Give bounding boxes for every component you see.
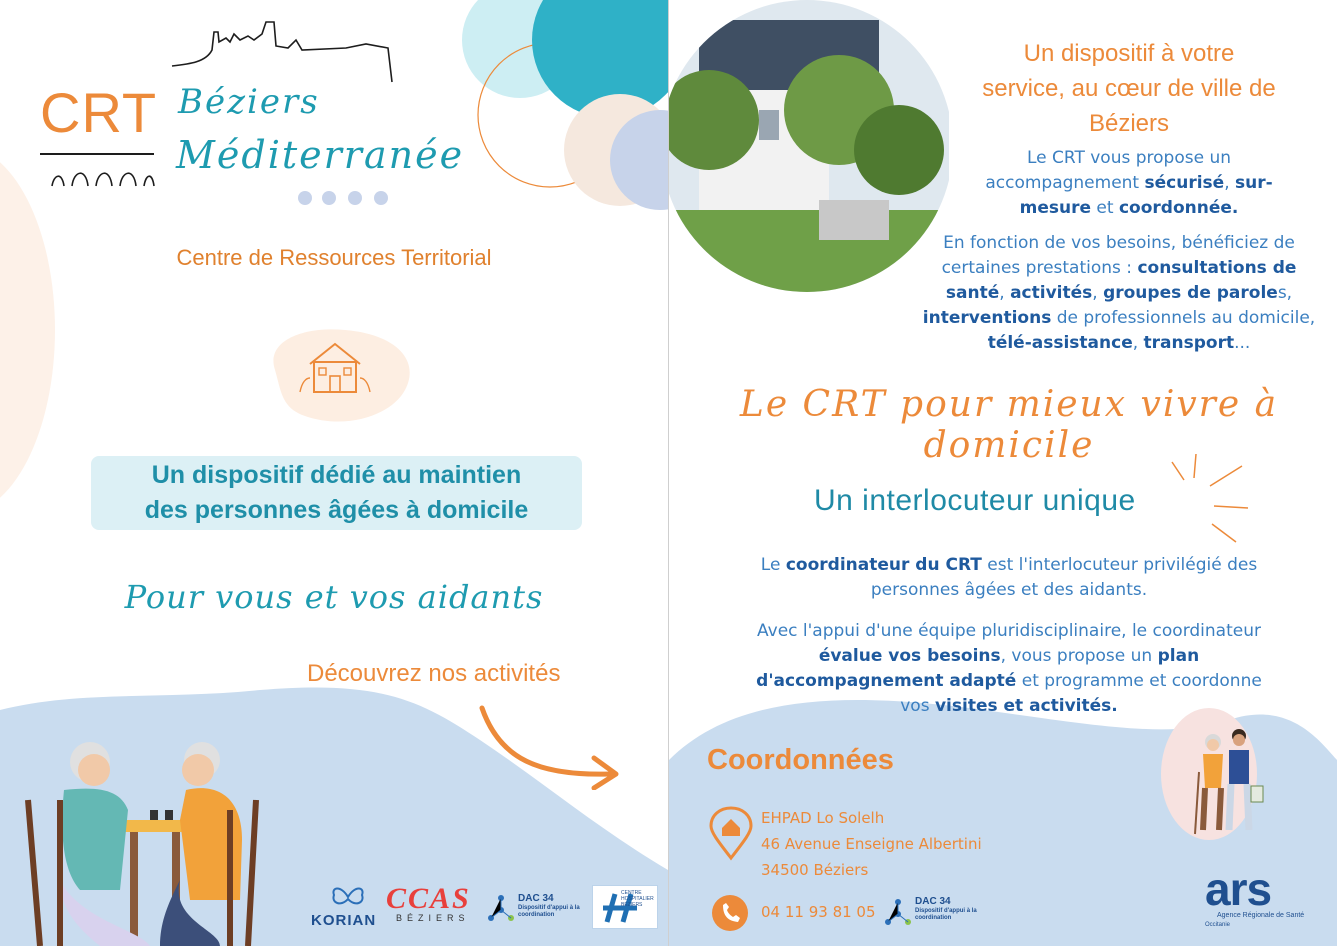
para2-bold: consultations de <box>1137 258 1297 278</box>
para-accompagnement <box>949 146 1309 221</box>
partner-ars-sub2: Occitanie <box>1205 922 1231 928</box>
address-line2: 46 Avenue Enseigne Albertini <box>761 835 982 853</box>
para1-text: accompagnement <box>985 173 1145 193</box>
phone-number[interactable]: 04 11 93 81 05 <box>761 903 876 921</box>
para1-text: Le CRT vous propose un <box>1026 148 1232 168</box>
para3-text: personnes âgées et des aidants. <box>870 580 1148 600</box>
para4-bold: visites et activités. <box>934 696 1118 716</box>
para1-bold: sécurisé <box>1144 173 1225 193</box>
para2-bold: activités <box>1010 283 1093 303</box>
interlocuteur-heading: Un interlocuteur unique <box>814 484 1136 517</box>
right-heading <box>939 36 1319 141</box>
house-icon <box>296 338 374 398</box>
partner-ccas: CCAS <box>386 882 471 915</box>
para3-text: Le <box>760 555 786 575</box>
para1-bold: mesure <box>1019 198 1092 218</box>
tagline <box>91 458 582 528</box>
para2-bold: santé <box>945 283 1000 303</box>
partner-dac: DAC 34 <box>518 893 554 904</box>
para2-text: , <box>1132 333 1144 353</box>
partner-hopital: CENTRE HOSPITALIER BÉZIERS <box>621 890 654 908</box>
partner-dac: DAC 34 <box>915 896 951 907</box>
para1-text: et <box>1091 198 1119 218</box>
logo-crt: CRT <box>40 81 158 144</box>
partner-ars: ars <box>1205 863 1272 915</box>
para2-bold: groupes de parole <box>1103 283 1278 303</box>
phone-icon <box>711 894 749 932</box>
para3-text: est l'interlocuteur privilégié des <box>981 555 1258 575</box>
right-heading-line3: Béziers <box>1088 110 1170 137</box>
coordonnees-title: Coordonnées <box>707 744 894 776</box>
para-prestations <box>909 231 1329 356</box>
para4-text: vos <box>900 696 935 716</box>
partner-dac-sub: Dispositif d'appui à la coordination <box>518 905 580 918</box>
tagline-line1: Un dispositif dédié au maintien <box>151 461 522 489</box>
right-panel <box>669 0 1337 946</box>
dac-network-icon <box>883 896 913 930</box>
para4-bold: plan <box>1157 646 1200 666</box>
partner-dac-sub: Dispositif d'appui à la coordination <box>915 908 977 921</box>
left-panel <box>0 0 668 946</box>
partner-korian: KORIAN <box>311 912 377 929</box>
korian-butterfly-icon <box>331 885 365 909</box>
para2-text: ... <box>1234 333 1251 353</box>
para2-text: , <box>999 283 1011 303</box>
para2-bold: transport <box>1143 333 1235 353</box>
para2-text: certaines prestations : <box>941 258 1138 278</box>
para1-text: , <box>1224 173 1235 193</box>
para2-text: de professionnels au domicile, <box>1051 308 1316 328</box>
building-photo <box>669 0 949 300</box>
partner-ars-sub1: Agence Régionale de Santé <box>1217 912 1305 919</box>
sparkle-lines-icon <box>1164 448 1254 548</box>
logo-dot <box>374 191 388 205</box>
logo-dot <box>322 191 336 205</box>
para4-text: , vous propose un <box>1000 646 1158 666</box>
para3-bold: coordinateur du CRT <box>785 555 982 575</box>
address-line3: 34500 Béziers <box>761 861 869 879</box>
logo-city: Béziers <box>178 82 320 122</box>
para1-bold: coordonnée. <box>1118 198 1239 218</box>
senior-couple-illustration <box>1179 722 1269 842</box>
para-coordinateur <box>709 553 1309 603</box>
para-equipe <box>689 619 1329 719</box>
castle-skyline-icon <box>170 18 395 88</box>
partner-ccas-city: BÉZIERS <box>396 913 470 923</box>
logo-dot <box>298 191 312 205</box>
para2-bold: télé-assistance <box>987 333 1133 353</box>
script-domicile: Le CRT pour mieux vivre à domicile <box>739 384 1279 466</box>
para4-bold: évalue vos besoins <box>818 646 1001 666</box>
address-line1: EHPAD Lo Solelh <box>761 809 885 827</box>
logo-dot <box>348 191 362 205</box>
right-heading-line2: service, au cœur de ville de <box>982 75 1276 102</box>
location-pin-icon <box>709 806 753 862</box>
dac-network-icon <box>486 892 516 926</box>
para4-text: et programme et coordonne <box>1016 671 1262 691</box>
logo-region: Méditerranée <box>176 133 465 177</box>
script-aidants: Pour vous et vos aidants <box>124 578 544 616</box>
para4-bold: d'accompagnement adapté <box>756 671 1017 691</box>
para2-text: En fonction de vos besoins, bénéficiez de <box>943 233 1295 253</box>
right-heading-line1: Un dispositif à votre <box>1023 40 1235 67</box>
seniors-chess-illustration <box>20 730 280 946</box>
cta-activities[interactable]: Découvrez nos activités <box>307 660 561 687</box>
para2-text: s, <box>1277 283 1293 303</box>
para1-bold: sur- <box>1235 173 1273 193</box>
address-block <box>761 805 982 883</box>
tagline-line2: des personnes âgées à domicile <box>144 496 529 524</box>
arrow-right-icon <box>470 700 630 790</box>
aqueduct-bridge-icon <box>38 150 158 192</box>
partner-hopital-logo <box>592 885 658 929</box>
subtitle: Centre de Ressources Territorial <box>176 245 492 270</box>
para2-bold: interventions <box>922 308 1052 328</box>
para2-text: , <box>1092 283 1104 303</box>
para4-text: Avec l'appui d'une équipe pluridisciplinaire, le coordinateur <box>757 621 1261 641</box>
